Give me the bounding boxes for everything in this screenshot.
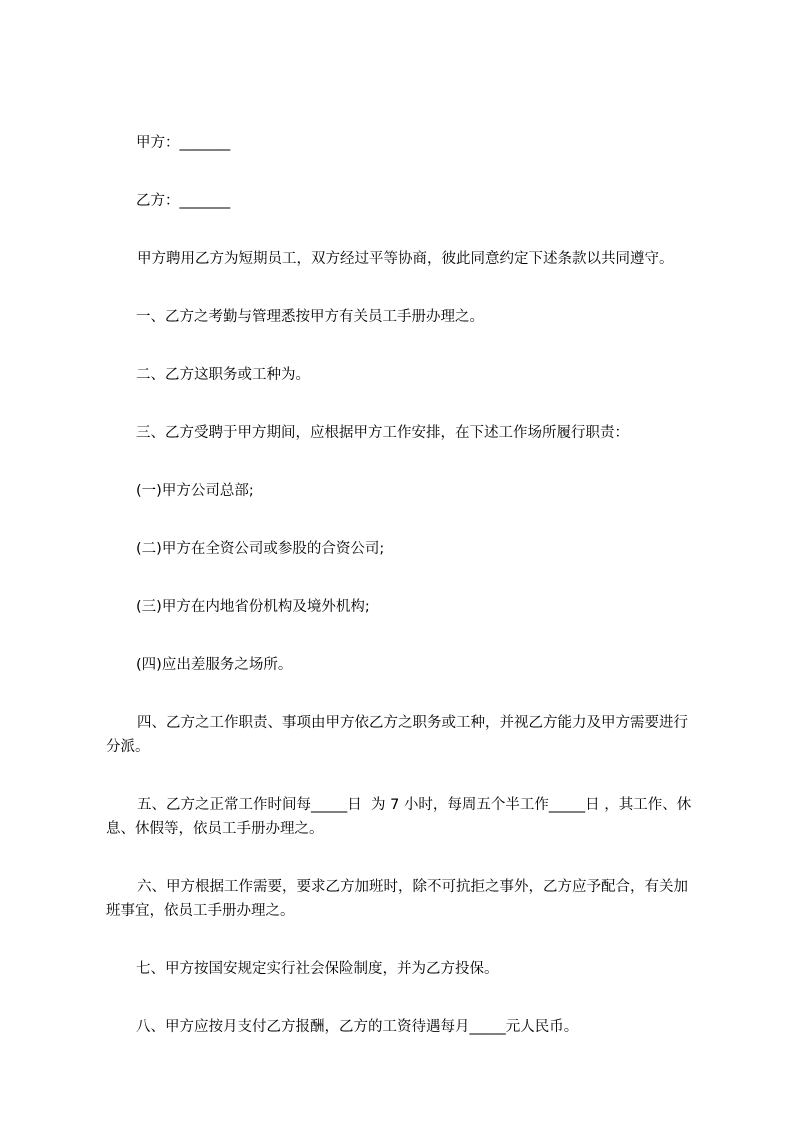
clause-2: 二、乙方这职务或工种为。 — [136, 367, 310, 383]
party-a-line: 甲方：_______ — [136, 135, 231, 151]
clause-3-item-1: (一)甲方公司总部; — [136, 483, 254, 499]
clause-3: 三、乙方受聘于甲方期间，应根据甲方工作安排，在下述工作场所履行职责： — [136, 425, 629, 441]
clause-3-item-3: (三)甲方在内地省份机构及境外机构; — [136, 599, 370, 615]
clause-4: 四、乙方之工作职责、事项由甲方依乙方之职务或工种，并视乙方能力及甲方需要进行分派。 — [106, 715, 688, 755]
clause-3-item-4: (四)应出差服务之场所。 — [136, 657, 293, 673]
document-body — [106, 131, 702, 1039]
clause-5: 五、乙方之正常工作时间每_____日 为 7 小时，每周五个半工作_____日 ，其工作、休息、休假等，依员工手册办理之。 — [106, 797, 692, 837]
party-b-line: 乙方：_______ — [136, 193, 231, 209]
clause-7: 七、甲方按国安规定实行社会保险制度，并为乙方投保。 — [136, 961, 499, 977]
clause-6: 六、甲方根据工作需要，要求乙方加班时，除不可抗拒之事外，乙方应予配合，有关加班事宜，依员工手册办理之。 — [106, 879, 688, 919]
clause-8: 八、甲方应按月支付乙方报酬，乙方的工资待遇每月_____元人民币。 — [136, 1019, 579, 1035]
clause-1: 一、乙方之考勤与管理悉按甲方有关员工手册办理之。 — [136, 309, 484, 325]
preamble-paragraph: 甲方聘用乙方为短期员工，双方经过平等协商，彼此同意约定下述条款以共同遵守。 — [137, 251, 674, 267]
clause-3-item-2: (二)甲方在全资公司或参股的合资公司; — [136, 541, 385, 557]
